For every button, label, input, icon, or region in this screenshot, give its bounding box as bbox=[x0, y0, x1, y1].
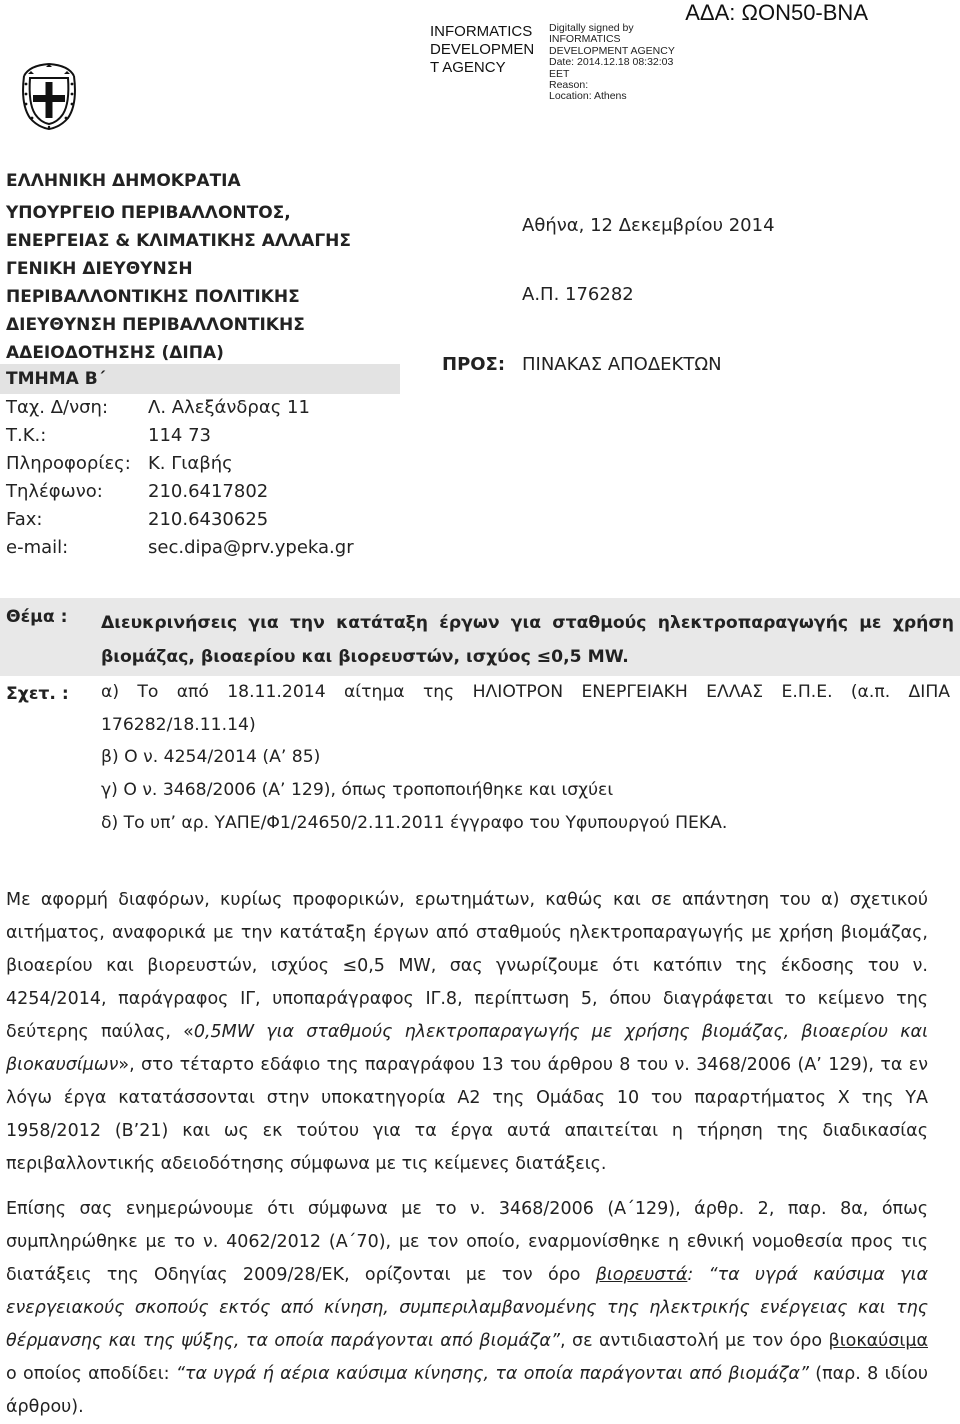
body-p1-quote: 0,5MW για σταθμούς ηλεκτροπαραγωγής με χρήσης βιομάζας, βιοαερίου και βιοκαυσίμων bbox=[6, 1022, 929, 1075]
ada-code: ΑΔΑ: ΩΟΝ50-ΒΝΑ bbox=[685, 0, 868, 25]
contact-info-label: Πληροφορίες: bbox=[6, 453, 131, 474]
header-general-directorate-line2: ΠΕΡΙΒΑΛΛΟΝΤΙΚΗΣ ΠΟΛΙΤΙΚΗΣ bbox=[6, 287, 300, 307]
header-country: ΕΛΛΗΝΙΚΗ ΔΗΜΟΚΡΑΤΙΑ bbox=[6, 171, 241, 191]
to-recipients: ΠΙΝΑΚΑΣ ΑΠΟΔΕΚΤΩΝ bbox=[522, 354, 722, 375]
date-line: Αθήνα, 12 Δεκεμβρίου 2014 bbox=[522, 215, 775, 236]
header-general-directorate-line1: ΓΕΝΙΚΗ ΔΙΕΥΘΥΝΣΗ bbox=[6, 259, 193, 279]
subject-label: Θέμα : bbox=[6, 607, 68, 627]
contact-postcode-label: Τ.Κ.: bbox=[6, 425, 47, 446]
body-paragraph-1 bbox=[6, 884, 928, 1181]
contact-fax-value: 210.6430625 bbox=[148, 509, 269, 530]
body-p1-text-a: Με αφορμή διαφόρων, κυρίως προφορικών, ερωτημάτων, καθώς και σε απάντηση του α) σχετικού αιτήματος, αναφορικά με την κατάταξη έργων από σταθμούς ηλεκτροπαραγωγής με χρήση βιομάζας, βιοαερίου και βιορευστών, ισχύος ≤0,5 MW, σας γνωρίζουμε ότι κατόπιν της έκδοσης του ν. 4254/2014, παράγραφος ΙΓ, υποπαράγραφος ΙΓ.8, περίπτωση 5, όπου διαγράφεται το κείμενο της δεύτερης παύλας, « bbox=[6, 890, 928, 1042]
body-p2-text-d: (παρ. 8 ιδίου άρθρου). bbox=[6, 1364, 928, 1417]
subject-text: Διευκρινήσεις για την κατάταξη έργων για σταθμούς ηλεκτροπαραγωγής με χρήση βιομάζας, βιοαερίου και βιορευστών, ισχύος ≤0,5 MW. bbox=[101, 613, 954, 667]
header-department: ΤΜΗΜΑ Β΄ bbox=[6, 369, 106, 389]
body-p2-quote-biofuels: “τα υγρά ή αέρια καύσιμα κίνησης, τα οποία παράγονται από βιομάζα” bbox=[175, 1364, 809, 1384]
reference-d: δ) Το υπ’ αρ. ΥΑΠΕ/Φ1/24650/2.11.2011 έγγραφο του Υφυπουργού ΠΕΚΑ. bbox=[101, 813, 728, 833]
reference-b: β) Ο ν. 4254/2014 (Α’ 85) bbox=[101, 747, 321, 767]
contact-address-label: Ταχ. Δ/νση: bbox=[6, 397, 109, 418]
contact-email-value[interactable]: sec.dipa@prv.ypeka.gr bbox=[148, 537, 354, 558]
contact-postcode-value: 114 73 bbox=[148, 425, 211, 446]
signature-organization: INFORMATICS DEVELOPMEN T AGENCY bbox=[430, 23, 535, 76]
header-ministry-line1: ΥΠΟΥΡΓΕΙΟ ΠΕΡΙΒΑΛΛΟΝΤΟΣ, bbox=[6, 203, 291, 223]
body-p2-text-b: , σε αντιδιαστολή με τον όρο bbox=[560, 1331, 829, 1351]
references-label: Σχετ. : bbox=[6, 684, 69, 704]
contact-phone-value: 210.6417802 bbox=[148, 481, 269, 502]
signature-details: Digitally signed by INFORMATICS DEVELOPMENT AGENCY Date: 2014.12.18 08:32:03 EET Reason: Location: Athens bbox=[549, 22, 675, 103]
greek-emblem-icon bbox=[20, 62, 78, 134]
body-p2-quote-biofluids: : “τα υγρά καύσιμα για ενεργειακούς σκοπούς εκτός από κίνηση, συμπεριλαμβανομένης της ηλεκτρικής ενέργειας και της θέρμανσης και της ψύξης, τα οποία παράγονται από βιομάζα” bbox=[6, 1265, 928, 1351]
contact-address-value: Λ. Αλεξάνδρας 11 bbox=[148, 397, 310, 418]
body-p2-term-biofuels: βιοκαύσιμα bbox=[828, 1331, 928, 1351]
header-directorate-line2: ΑΔΕΙΟΔΟΤΗΣΗΣ (ΔΙΠΑ) bbox=[6, 343, 224, 363]
body-p2-text-a: Επίσης σας ενημερώνουμε ότι σύμφωνα με το ν. 3468/2006 (Α΄129), άρθρ. 2, παρ. 8α, όπως συμπληρώθηκε με το ν. 4062/2012 (Α΄70), με τον οποίο, εναρμονίσθηκε η εθνική νομοθεσία προς τις διατάξεις της Οδηγίας 2009/28/ΕΚ, ορίζονται με τον όρο bbox=[6, 1199, 928, 1285]
contact-fax-label: Fax: bbox=[6, 509, 43, 530]
protocol-number: Α.Π. 176282 bbox=[522, 284, 634, 305]
header-directorate-line1: ΔΙΕΥΘΥΝΣΗ ΠΕΡΙΒΑΛΛΟΝΤΙΚΗΣ bbox=[6, 315, 305, 335]
contact-email-label: e-mail: bbox=[6, 537, 69, 558]
contact-phone-label: Τηλέφωνο: bbox=[6, 481, 103, 502]
body-p2-text-c: ο οποίος αποδίδει: bbox=[6, 1364, 176, 1384]
header-ministry-line2: ΕΝΕΡΓΕΙΑΣ & ΚΛΙΜΑΤΙΚΗΣ ΑΛΛΑΓΗΣ bbox=[6, 231, 351, 251]
body-p2-term-biofluids: βιορευστά bbox=[595, 1265, 688, 1285]
contact-info-value: Κ. Γιαβής bbox=[148, 453, 233, 474]
body-paragraph-2 bbox=[6, 1193, 928, 1424]
to-label: ΠΡΟΣ: bbox=[442, 354, 506, 375]
reference-a: α) Το από 18.11.2014 αίτημα της ΗΛΙΟΤΡΟΝ ΕΝΕΡΓΕΙΑΚΗ ΕΛΛΑΣ Ε.Π.Ε. (α.π. ΔΙΠΑ 176282/18.11.14) bbox=[101, 682, 950, 735]
reference-c: γ) Ο ν. 3468/2006 (Α’ 129), όπως τροποποιήθηκε και ισχύει bbox=[101, 780, 614, 800]
body-p1-text-b: », στο τέταρτο εδάφιο της παραγράφου 13 του άρθρου 8 του ν. 3468/2006 (Α’ 129), τα εν λόγω έργα κατατάσσονται στην υποκατηγορία Α2 της Ομάδας 10 του παραρτήματος Χ της ΥΑ 1958/2012 (Β’21) και ως εκ τούτου για τα έργα αυτά απαιτείται η τήρηση της διαδικασίας περιβαλλοντικής αδειοδότησης σύμφωνα με τις κείμενες διατάξεις. bbox=[6, 1055, 928, 1174]
